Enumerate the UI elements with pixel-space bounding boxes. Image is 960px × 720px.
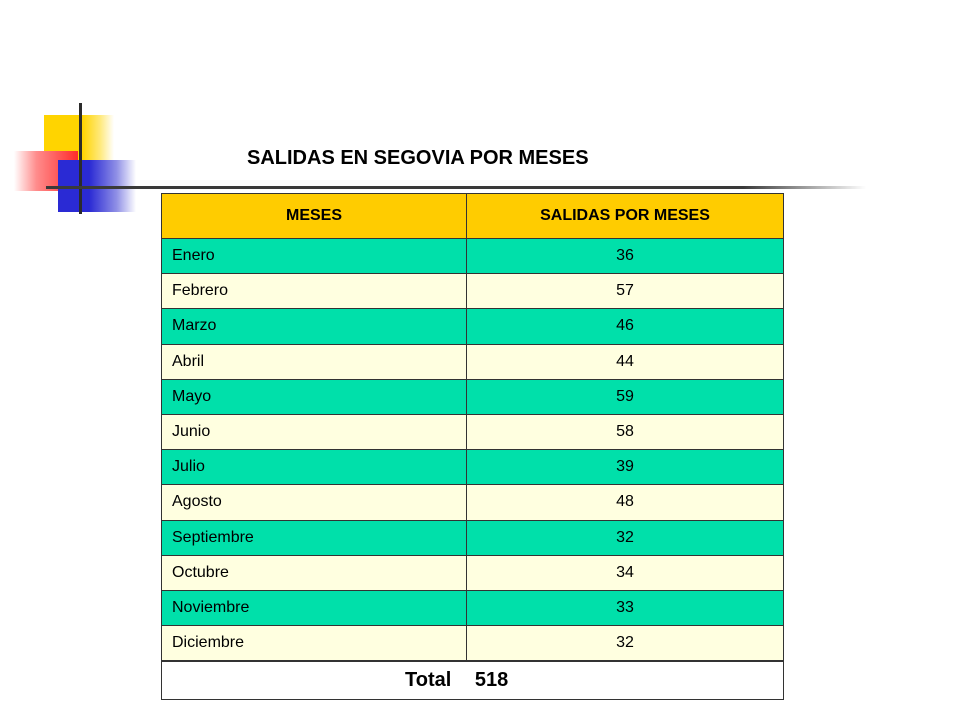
page-title: SALIDAS EN SEGOVIA POR MESES bbox=[247, 147, 589, 169]
month-cell: Noviembre bbox=[162, 590, 467, 625]
departures-cell: 44 bbox=[467, 344, 784, 379]
month-cell: Agosto bbox=[162, 485, 467, 520]
table-row bbox=[162, 379, 784, 414]
title-underline-divider bbox=[46, 186, 866, 189]
table-row bbox=[162, 555, 784, 590]
departures-cell: 39 bbox=[467, 450, 784, 485]
monthly-departures-table bbox=[161, 193, 784, 700]
month-cell: Junio bbox=[162, 414, 467, 449]
departures-cell: 32 bbox=[467, 520, 784, 555]
total-label: Total bbox=[405, 669, 452, 691]
departures-cell: 48 bbox=[467, 485, 784, 520]
departures-cell: 59 bbox=[467, 379, 784, 414]
column-header-months: MESES bbox=[162, 194, 467, 239]
table-row bbox=[162, 274, 784, 309]
month-cell: Marzo bbox=[162, 309, 467, 344]
table-row bbox=[162, 239, 784, 274]
table-row bbox=[162, 626, 784, 661]
departures-cell: 32 bbox=[467, 626, 784, 661]
month-cell: Mayo bbox=[162, 379, 467, 414]
decorative-vertical-line bbox=[79, 103, 82, 214]
table-row bbox=[162, 344, 784, 379]
departures-cell: 36 bbox=[467, 239, 784, 274]
departures-cell: 34 bbox=[467, 555, 784, 590]
total-value: 518 bbox=[474, 669, 509, 691]
month-cell: Julio bbox=[162, 450, 467, 485]
table-row bbox=[162, 520, 784, 555]
column-header-departures: SALIDAS POR MESES bbox=[467, 194, 784, 239]
total-cell bbox=[162, 661, 784, 700]
table-row bbox=[162, 414, 784, 449]
departures-cell: 58 bbox=[467, 414, 784, 449]
total-row bbox=[162, 661, 784, 700]
departures-cell: 46 bbox=[467, 309, 784, 344]
departures-cell: 57 bbox=[467, 274, 784, 309]
table-row bbox=[162, 309, 784, 344]
table-row bbox=[162, 450, 784, 485]
month-cell: Abril bbox=[162, 344, 467, 379]
month-cell: Septiembre bbox=[162, 520, 467, 555]
table-row bbox=[162, 590, 784, 625]
table-row bbox=[162, 485, 784, 520]
departures-cell: 33 bbox=[467, 590, 784, 625]
month-cell: Octubre bbox=[162, 555, 467, 590]
month-cell: Diciembre bbox=[162, 626, 467, 661]
month-cell: Enero bbox=[162, 239, 467, 274]
table-header-row bbox=[162, 194, 784, 239]
month-cell: Febrero bbox=[162, 274, 467, 309]
